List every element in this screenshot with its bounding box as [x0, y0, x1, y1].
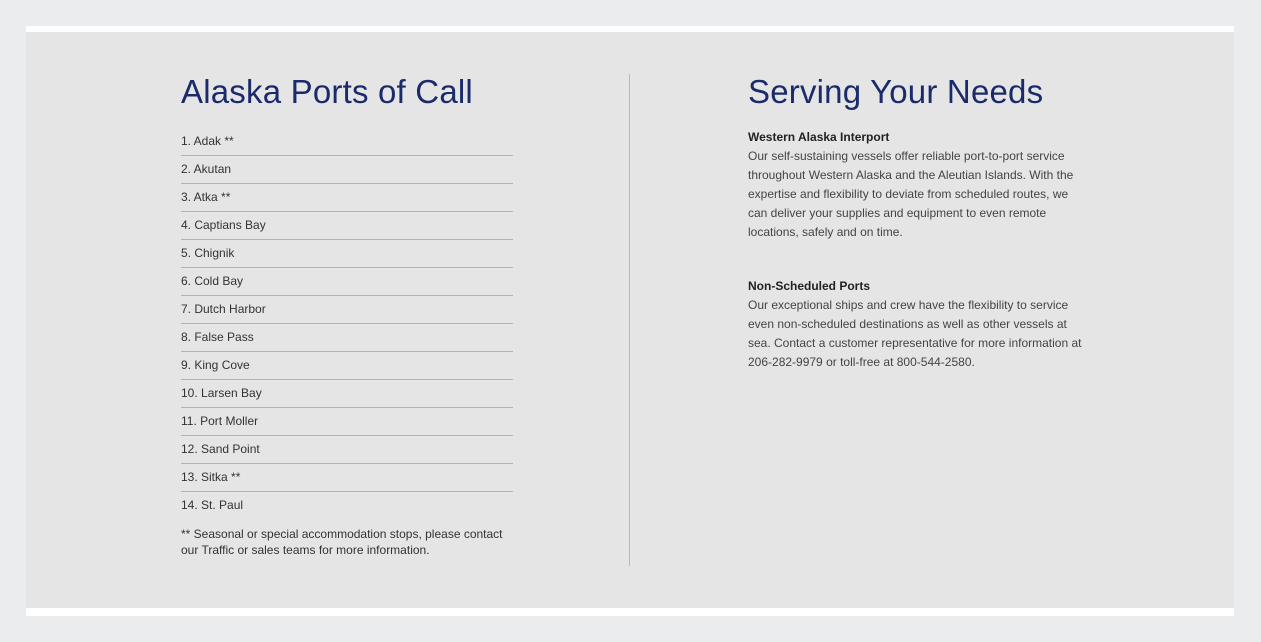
port-item-port-moller: 11. Port Moller [181, 408, 513, 436]
port-item-larsen-bay: 10. Larsen Bay [181, 380, 513, 408]
port-item-false-pass: 8. False Pass [181, 324, 513, 352]
ports-footnote: ** Seasonal or special accommodation stops, please contact our Traffic or sales teams for more information. [181, 527, 503, 557]
service-heading: Western Alaska Interport [748, 130, 890, 144]
service-section-non-scheduled [748, 277, 1088, 372]
port-item-chignik: 5. Chignik [181, 240, 513, 268]
port-item-sitka: 13. Sitka ** [181, 464, 513, 492]
port-item-captians-bay: 4. Captians Bay [181, 212, 513, 240]
column-divider [629, 74, 630, 566]
port-item-dutch-harbor: 7. Dutch Harbor [181, 296, 513, 324]
port-item-akutan: 2. Akutan [181, 156, 513, 184]
services-column [748, 72, 1088, 372]
port-item-cold-bay: 6. Cold Bay [181, 268, 513, 296]
service-body: Our exceptional ships and crew have the flexibility to service even non-scheduled destinations as well as other vessels at sea. Contact a customer representative for more information at 206-282-9979 or toll-free at 800-544-2580. [748, 298, 1082, 369]
port-item-adak: 1. Adak ** [181, 128, 513, 156]
service-body: Our self-sustaining vessels offer reliable port-to-port service throughout Western Alaska and the Aleutian Islands. With the expertise and flexibility to deviate from scheduled routes, we can deliver your supplies and equipment to even remote locations, safely and on time. [748, 149, 1074, 239]
ports-list [181, 128, 513, 519]
service-section-interport [748, 128, 1088, 242]
port-item-sand-point: 12. Sand Point [181, 436, 513, 464]
bottom-border-strip [26, 608, 1234, 616]
port-item-st-paul: 14. St. Paul [181, 498, 244, 512]
port-item-king-cove: 9. King Cove [181, 352, 513, 380]
ports-title: Alaska Ports of Call [181, 73, 473, 110]
ports-column [181, 72, 513, 558]
service-heading: Non-Scheduled Ports [748, 279, 871, 293]
services-title: Serving Your Needs [748, 73, 1044, 110]
port-item-atka: 3. Atka ** [181, 184, 513, 212]
content-panel [26, 32, 1234, 608]
